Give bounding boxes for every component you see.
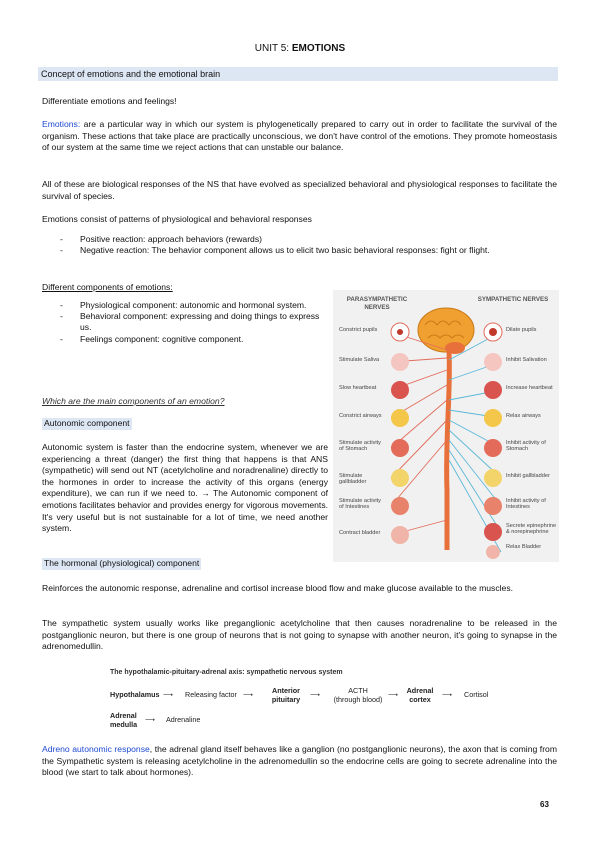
page-title bbox=[0, 43, 600, 54]
hpa-acth bbox=[330, 686, 386, 704]
hpa-title: The hypothalamic-pituitary-adrenal axis: sympathetic nervous system bbox=[110, 669, 343, 676]
para-label: Stimulate gallbladder bbox=[339, 473, 367, 486]
autonomic-heading-text: Autonomic component bbox=[44, 418, 130, 428]
paragraph-biological: All of these are biological responses of the NS that have evolved as specialized behavioral and physiological responses to facilitate the survival of species. bbox=[42, 179, 557, 201]
hormonal-heading bbox=[42, 558, 557, 570]
question-components: Which are the main components of an emotion? bbox=[42, 396, 225, 406]
para-label: Stimulate activity of Intestines bbox=[339, 498, 381, 511]
hormonal-para2: The sympathetic system usually works like preganglionic acetylcholine that then causes noradrenaline to be released in the postganglionic neuron, but there is one group of neurons that is not going to synapse with another neuron, it's going to synapse in the adrenomedullin. bbox=[42, 618, 557, 652]
components-list bbox=[42, 300, 332, 345]
ans-figure bbox=[333, 290, 559, 562]
hpa-adrenal-cortex: Adrenal cortex bbox=[406, 686, 434, 704]
reactions-list bbox=[42, 234, 557, 256]
list-item: - Feelings component: cognitive component. bbox=[42, 334, 332, 345]
page-number: 63 bbox=[540, 800, 549, 809]
hpa-anterior-pituitary: Anterior pituitary bbox=[271, 686, 301, 704]
symp-label: Inhibit activity of Stomach bbox=[506, 440, 546, 453]
arrow-icon: ⟶ bbox=[442, 690, 453, 699]
adreno-term: Adreno autonomic response bbox=[42, 744, 150, 754]
para-label: Contract bladder bbox=[339, 530, 381, 536]
symp-label: Inhibit gallbladder bbox=[506, 473, 550, 479]
emotions-def-text: are a particular way in which our system is phylogenetically prepared to carry out in order to facilitate the survival of the organism. These actions that take place are practically unconscious, we don't have control of the emotions. They promote homeostasis of our system at the same time we reject actions that can unstable our balance. bbox=[42, 119, 557, 153]
list-item: - Physiological component: autonomic and hormonal system. bbox=[42, 300, 332, 311]
hormonal-heading-text: The hormonal (physiological) component bbox=[44, 558, 200, 568]
hpa-hypothalamus bbox=[110, 690, 160, 699]
paragraph-patterns: Emotions consist of patterns of physiological and behavioral responses bbox=[42, 214, 312, 224]
emotions-term: Emotions: bbox=[42, 119, 81, 129]
adreno-paragraph bbox=[42, 744, 557, 779]
hpa-adrenaline: Adrenaline bbox=[166, 715, 201, 724]
symp-label: Inhibit activity of Intestines bbox=[506, 498, 546, 511]
parasympathetic-title: PARASYMPATHETIC NERVES bbox=[346, 296, 408, 311]
subheading-differentiate: Differentiate emotions and feelings! bbox=[42, 96, 177, 106]
components-heading: Different components of emotions: bbox=[42, 282, 173, 292]
symp-label: Dilate pupils bbox=[506, 327, 537, 333]
unit-label: UNIT 5: bbox=[254, 43, 290, 54]
adreno-body: , the adrenal gland itself behaves like a ganglion (no postganglionic neurons), the axon that is coming from the Sympathetic system is releasing acetylcholine in the adrenomedullin so the endocrine cells are going to secrete adrenaline into the blood (we start to talk about hormones). bbox=[42, 744, 557, 778]
hpa-releasing-factor: Releasing factor bbox=[185, 690, 237, 699]
sympathetic-title: SYMPATHETIC NERVES bbox=[477, 296, 549, 303]
hpa-adrenal-medulla: Adrenal medulla bbox=[110, 711, 138, 729]
arrow-icon: ⟶ bbox=[310, 690, 321, 699]
symp-label: Secrete epinephrine & norepinephrine bbox=[506, 523, 557, 536]
arrow-icon: ⟶ bbox=[388, 690, 399, 699]
list-item: - Positive reaction: approach behaviors (rewards) bbox=[42, 234, 557, 245]
para-label: Stimulate activity of Stomach bbox=[339, 440, 381, 453]
symp-label: Inhibit Salivation bbox=[506, 357, 547, 363]
para-label: Constrict airways bbox=[339, 413, 382, 419]
arrow-icon: ⟶ bbox=[243, 690, 254, 699]
unit-title: EMOTIONS bbox=[291, 43, 346, 54]
symp-label: Increase heartbeat bbox=[506, 385, 553, 391]
emotions-definition bbox=[42, 119, 557, 154]
symp-label: Relax Bladder bbox=[506, 544, 542, 550]
section-heading-concept: Concept of emotions and the emotional brain bbox=[38, 67, 558, 81]
symp-label: Relax airways bbox=[506, 413, 541, 419]
list-item: - Negative reaction: The behavior component allows us to elicit two basic behavioral responses: fight or flight. bbox=[42, 245, 557, 256]
para-label: Slow heartbeat bbox=[339, 385, 377, 391]
through-blood-label: (through blood) bbox=[333, 695, 383, 704]
autonomic-heading bbox=[42, 418, 342, 430]
acth-label: ACTH bbox=[348, 686, 368, 695]
hypothalamus-label: Hypothalamus bbox=[110, 690, 160, 699]
para-label: Constrict pupils bbox=[339, 327, 378, 333]
autonomic-body: Autonomic system is faster than the endocrine system, whenever we are experiencing a threat (danger) the first thing that happens is that ANS (sympathetic) will send out NT (acetylcholine and noradrenaline) directly to the hormones in order to increase the activity of this organs (energy expenditure), we can run if we need to. → The Autonomic component of emotions facilitates behavior and provides energy for vigorous movements. It's very useful but is not sustainable for a lot of time, we need another system. bbox=[42, 442, 328, 534]
arrow-icon: ⟶ bbox=[163, 690, 174, 699]
para-label: Stimulate Saliva bbox=[339, 357, 380, 363]
list-item: - Behavioral component: expressing and doing things to express us. bbox=[42, 311, 332, 333]
arrow-icon: ⟶ bbox=[145, 715, 156, 724]
hpa-cortisol: Cortisol bbox=[464, 690, 489, 699]
hormonal-para1: Reinforces the autonomic response, adrenaline and cortisol increase blood flow and make glucose available to the muscles. bbox=[42, 583, 514, 593]
